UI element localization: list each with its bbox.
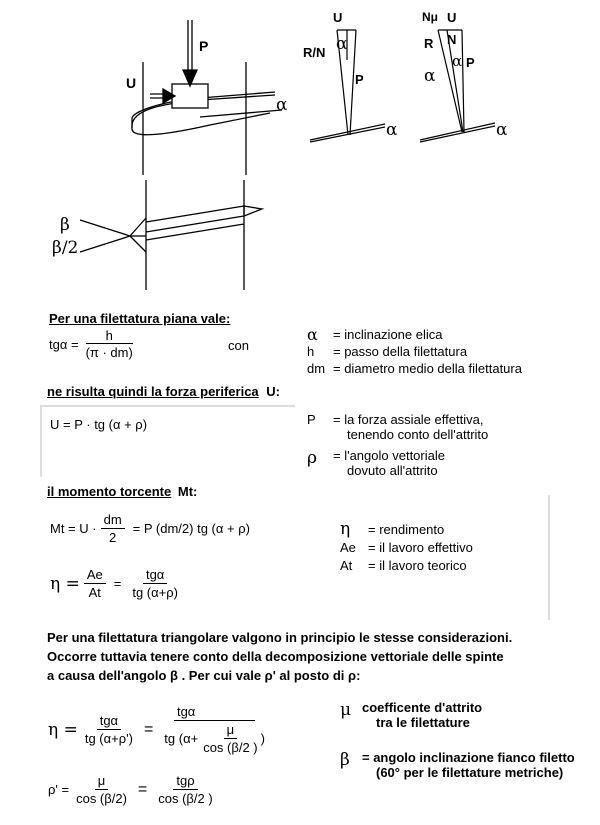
legend-4-row (340, 750, 575, 780)
legend-3-text: = rendimento (368, 521, 445, 537)
tg-alpha-den: (π · dm) (85, 345, 133, 360)
legend-2-line2: tenendo conto dell'attrito (347, 427, 489, 442)
vec2-n-label: N (447, 32, 457, 47)
legend-1-text: = diametro medio della filettatura (333, 361, 522, 376)
torque-heading-text: il momento torcente (47, 484, 172, 499)
vec1-alpha-base-label: α (386, 120, 398, 140)
vec1-u-label: U (333, 10, 343, 25)
vec2-alpha-inner-label: α (452, 52, 463, 70)
legend-2-line2: dovuto all'attrito (347, 463, 438, 478)
legend-1-row (307, 360, 522, 377)
grey-bar-2 (40, 405, 295, 407)
mt-den: 2 (109, 530, 117, 545)
eta4-num-1: tgα (97, 713, 121, 730)
mt-fraction (101, 512, 125, 545)
eta4-lhs: η = (48, 719, 78, 740)
peripheral-force-heading-sym: U: (266, 384, 281, 399)
eta-triangular-formula (48, 704, 268, 755)
tg-alpha-lhs: tgα = (49, 336, 79, 352)
legend-4-sym: β (340, 750, 350, 770)
legend-3-text: = il lavoro teorico (368, 557, 467, 573)
rho-num-2: tgρ (173, 773, 197, 790)
rho-den-1: cos (β/2) (76, 791, 127, 806)
eta-lhs: η = (50, 573, 80, 594)
rho-eq: = (137, 780, 148, 798)
eta4-den-2 (161, 721, 268, 755)
eta4-mu: μ (224, 722, 238, 739)
legend-4-sym: μ (340, 700, 352, 720)
legend-4-line1: = angolo inclinazione fianco filetto (362, 750, 575, 765)
rho-den-2: cos (β/2 ) (158, 791, 213, 806)
eta-den-1: At (88, 585, 101, 600)
eta4-eq: = (143, 720, 154, 738)
vec2-alpha-left-label: α (424, 66, 436, 86)
legend-2-row (307, 412, 488, 442)
legend-1-sym: h (307, 344, 315, 359)
vec1-rn-label: R/N (303, 45, 326, 60)
legend-4-line2: (60° per le filettature metriche) (376, 765, 564, 780)
vec1-alpha-top-label: α (336, 34, 348, 54)
eta-fraction-2 (129, 567, 181, 600)
vec2-p-label: P (466, 55, 475, 70)
eta4-fraction-1 (82, 713, 136, 746)
eta-formula (50, 567, 181, 600)
legend-1-row (307, 326, 522, 343)
tg-alpha-num: h (86, 328, 133, 344)
legend-3-row (340, 556, 473, 574)
legend-1-text: = passo della filettatura (333, 344, 468, 359)
legend-4-line1: coefficente d'attrito (362, 700, 483, 715)
mt-num: dm (101, 512, 125, 529)
beta-half-label: β/2 (52, 238, 79, 258)
legend-1-sym: dm (307, 361, 326, 376)
vec2-u-label: U (447, 10, 457, 25)
eta-num-1: Ae (84, 567, 106, 584)
legend-2-line1: = l'angolo vettoriale (333, 448, 445, 463)
peripheral-force-heading (47, 384, 280, 399)
helix-angle-label: α (276, 95, 288, 115)
legend-2-sym: ρ (307, 448, 317, 468)
eta-eq: = (113, 576, 122, 591)
paragraph-line: Per una filettatura triangolare valgono in principio le stesse considerazioni. (47, 630, 513, 645)
paragraph-line: Occorre tuttavia tenere conto della decomposizione vettoriale delle spinte (47, 649, 504, 664)
rho-prime-formula (48, 773, 216, 806)
legend-2-line1: = la forza assiale effettiva, (333, 412, 484, 427)
tg-alpha-formula (49, 328, 136, 360)
mt-formula (50, 512, 250, 545)
eta-fraction-1 (84, 567, 106, 600)
tg-alpha-fraction (83, 328, 136, 360)
legend-1-text: = inclinazione elica (333, 327, 443, 342)
beta-label: β (60, 215, 70, 235)
figures-drawing (0, 0, 600, 300)
legend-2 (307, 412, 488, 478)
legend-3-text: = il lavoro effettivo (368, 539, 473, 555)
mt-rhs: = P (dm/2) tg (α + ρ) (132, 521, 250, 536)
legend-4-row (340, 700, 575, 730)
legend-1 (307, 326, 522, 377)
triangular-thread-paragraph (47, 628, 512, 685)
eta-den-2: tg (α+ρ) (132, 585, 178, 600)
mt-lhs: Mt = U · (50, 521, 97, 536)
eta-num-2: tgα (143, 567, 167, 584)
vec2-alpha-base-label: α (496, 120, 508, 140)
eta4-cos: cos (β/2 ) (203, 740, 258, 755)
legend-4 (340, 700, 575, 780)
eta4-den-1: tg (α+ρ') (84, 731, 133, 746)
force-u-label: U (126, 75, 137, 91)
eta4-den-right: ) (260, 731, 265, 746)
grey-bar-3 (548, 495, 550, 620)
legend-2-sym: P (307, 412, 316, 427)
legend-3-sym: η (340, 519, 351, 539)
peripheral-force-heading-text: ne risulta quindi la forza periferica (47, 384, 259, 399)
con-label: con (228, 338, 249, 353)
u-formula: U = P · tg (α + ρ) (50, 417, 148, 432)
flat-thread-heading: Per una filettatura piana vale: (49, 311, 231, 326)
grey-bar-1 (40, 405, 42, 477)
paragraph-line: a causa dell'angolo β . Per cui vale ρ' al posto di ρ: (47, 668, 361, 683)
torque-heading-sym: Mt: (177, 484, 198, 499)
eta4-den-left: tg (α+ (164, 731, 199, 746)
torque-heading (47, 484, 197, 499)
legend-2-row (307, 448, 488, 478)
legend-1-row (307, 343, 522, 360)
legend-3-row (340, 538, 473, 556)
rho-lhs: ρ' = (48, 782, 70, 797)
legend-3-row (340, 520, 473, 538)
force-p-label: P (199, 38, 209, 54)
vec2-r-label: R (424, 36, 434, 51)
legend-3 (340, 520, 473, 574)
vec1-p-label: P (355, 72, 364, 87)
legend-4-line2: tra le filettature (376, 715, 470, 730)
eta4-fraction-2 (161, 704, 268, 755)
vec2-nmu-label: Nμ (422, 10, 439, 24)
eta4-num-2: tgα (174, 704, 255, 721)
thread-flank-drawing (80, 180, 262, 290)
rho-num-1: μ (95, 773, 109, 790)
legend-1-sym: α (307, 325, 318, 344)
legend-3-sym: At (340, 557, 353, 573)
rho-fraction-1 (73, 773, 130, 806)
rho-fraction-2 (155, 773, 215, 806)
legend-3-sym: Ae (340, 539, 356, 555)
eta4-mu-fraction (200, 722, 260, 755)
